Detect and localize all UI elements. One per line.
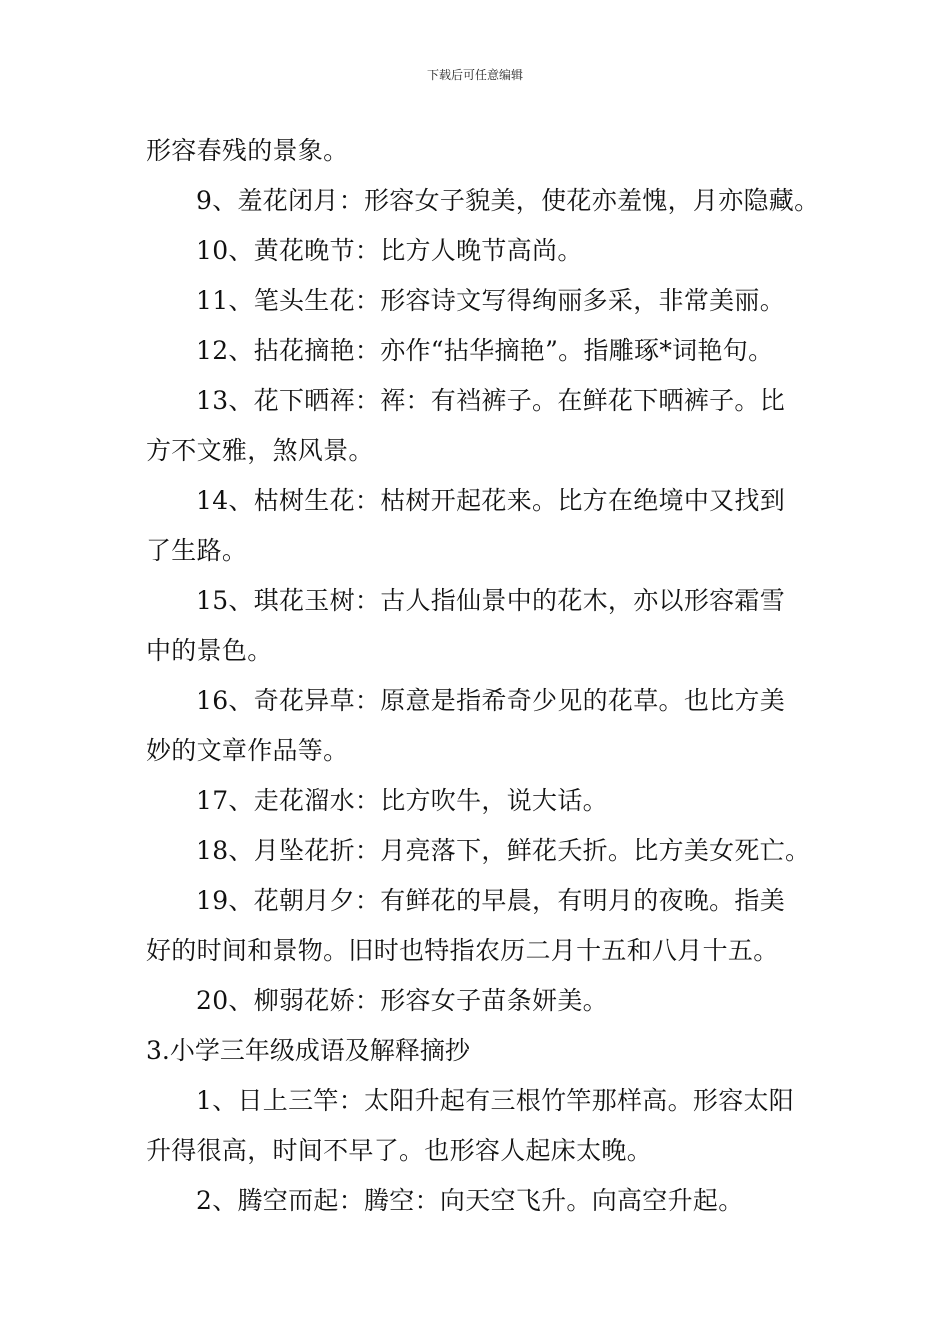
page-header-note: 下载后可任意编辑	[426, 68, 523, 82]
idiom-entry-11: 11、笔头生花：形容诗文写得绚丽多采，非常美丽。	[196, 286, 786, 315]
idiom-entry-15: 15、琪花玉树：古人指仙景中的花木，亦以形容霜雪	[196, 586, 786, 615]
idiom-entry-13: 13、花下晒裈：裈：有裆裤子。在鲜花下晒裤子。比	[196, 386, 786, 415]
idiom-entry-20: 20、柳弱花娇：形容女子苗条妍美。	[196, 986, 608, 1015]
idiom-entry-17: 17、走花溜水：比方吹牛，说大话。	[196, 786, 608, 815]
idiom-entry-12: 12、拈花摘艳：亦作“拈华摘艳”。指雕琢*词艳句。	[196, 336, 774, 365]
text-line: 方不文雅，煞风景。	[146, 436, 374, 465]
document-body	[146, 126, 818, 1226]
idiom-entry-16: 16、奇花异草：原意是指希奇少见的花草。也比方美	[196, 686, 786, 715]
idiom-entry-18: 18、月坠花折：月亮落下，鲜花夭折。比方美女死亡。	[196, 836, 811, 865]
text-line: 中的景色。	[146, 636, 273, 665]
idiom-entry-2: 2、腾空而起：腾空：向天空飞升。向高空升起。	[196, 1186, 744, 1215]
text-line: 了生路。	[146, 536, 248, 565]
idiom-entry-10: 10、黄花晚节：比方人晚节高尚。	[196, 236, 583, 265]
text-line: 形容春残的景象。	[146, 136, 349, 165]
text-line: 升得很高，时间不早了。也形容人起床太晚。	[146, 1136, 653, 1165]
text-line: 妙的文章作品等。	[146, 736, 349, 765]
text-line: 好的时间和景物。旧时也特指农历二月十五和八月十五。	[146, 936, 779, 965]
idiom-entry-1: 1、日上三竿：太阳升起有三根竹竿那样高。形容太阳	[196, 1086, 795, 1115]
idiom-entry-19: 19、花朝月夕：有鲜花的早晨，有明月的夜晚。指美	[196, 886, 786, 915]
idiom-entry-14: 14、枯树生花：枯树开起花来。比方在绝境中又找到	[196, 486, 786, 515]
idiom-entry-9: 9、羞花闭月：形容女子貌美，使花亦羞愧，月亦隐藏。	[196, 186, 820, 215]
section-heading: 3.小学三年级成语及解释摘抄	[146, 1036, 470, 1065]
